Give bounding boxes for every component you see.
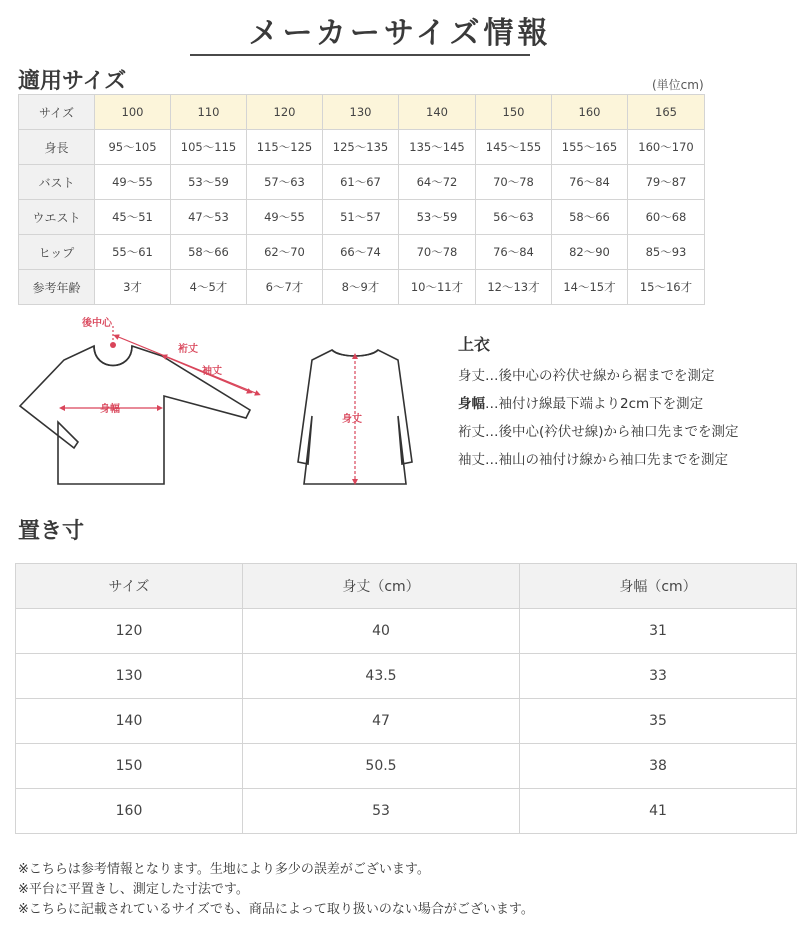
- table-cell: 85〜93: [628, 235, 705, 270]
- note-line: ※こちらに記載されているサイズでも、商品によって取り扱いのない場合がございます。: [18, 902, 534, 917]
- table-cell: 49〜55: [247, 200, 323, 235]
- desc-item-sleeve: [458, 448, 728, 468]
- size-header-row: [19, 95, 705, 130]
- table-cell: 33: [520, 654, 797, 699]
- flat-section-heading: 置き寸: [18, 519, 85, 544]
- row-label: バスト: [19, 165, 95, 200]
- size-section-heading: 適用サイズ: [18, 69, 127, 94]
- flat-header-row: [16, 564, 797, 609]
- table-cell: 61〜67: [323, 165, 399, 200]
- table-cell: 76〜84: [552, 165, 628, 200]
- label-length: 身丈: [342, 414, 362, 425]
- table-cell: 79〜87: [628, 165, 705, 200]
- table-cell: 60〜68: [628, 200, 705, 235]
- label-width: 身幅: [100, 404, 120, 415]
- row-label: ヒップ: [19, 235, 95, 270]
- label-yuki: 裄丈: [178, 344, 198, 355]
- table-cell: 76〜84: [476, 235, 552, 270]
- table-cell: 165: [628, 95, 705, 130]
- table-row: [19, 130, 705, 165]
- table-row: [19, 200, 705, 235]
- desc-text: …後中心(衿伏せ線)から袖口先までを測定: [485, 424, 739, 440]
- table-cell: 130: [16, 654, 243, 699]
- desc-term: 袖丈: [458, 452, 485, 468]
- title-underline: [190, 54, 530, 56]
- table-cell: 40: [243, 609, 520, 654]
- table-cell: 115〜125: [247, 130, 323, 165]
- table-cell: 125〜135: [323, 130, 399, 165]
- row-label: 身長: [19, 130, 95, 165]
- table-cell: 130: [323, 95, 399, 130]
- table-cell: 82〜90: [552, 235, 628, 270]
- table-cell: 120: [16, 609, 243, 654]
- table-cell: 53〜59: [399, 200, 476, 235]
- table-cell: 150: [16, 744, 243, 789]
- table-row: [16, 744, 797, 789]
- table-cell: 49〜55: [95, 165, 171, 200]
- table-cell: 53: [243, 789, 520, 834]
- table-row: [19, 235, 705, 270]
- table-cell: 55〜61: [95, 235, 171, 270]
- row-label: 参考年齢: [19, 270, 95, 305]
- size-table: [18, 94, 705, 305]
- table-row: [19, 270, 705, 305]
- table-cell: 160: [16, 789, 243, 834]
- table-cell: 50.5: [243, 744, 520, 789]
- table-row: [19, 165, 705, 200]
- table-cell: 120: [247, 95, 323, 130]
- page-title: メーカーサイズ情報: [248, 16, 552, 51]
- flat-measure-table: [15, 563, 797, 834]
- table-cell: 35: [520, 699, 797, 744]
- table-cell: 145〜155: [476, 130, 552, 165]
- table-row: [16, 789, 797, 834]
- table-cell: 51〜57: [323, 200, 399, 235]
- table-cell: 41: [520, 789, 797, 834]
- row-label: サイズ: [19, 95, 95, 130]
- table-cell: 12〜13才: [476, 270, 552, 305]
- table-cell: 155〜165: [552, 130, 628, 165]
- table-cell: 58〜66: [552, 200, 628, 235]
- column-header: 身丈（cm）: [243, 564, 520, 609]
- table-cell: 95〜105: [95, 130, 171, 165]
- desc-text: …袖山の袖付け線から袖口先までを測定: [485, 452, 728, 468]
- table-cell: 47: [243, 699, 520, 744]
- table-cell: 135〜145: [399, 130, 476, 165]
- table-cell: 140: [16, 699, 243, 744]
- table-cell: 100: [95, 95, 171, 130]
- table-cell: 10〜11才: [399, 270, 476, 305]
- label-back-center: 後中心: [82, 318, 112, 329]
- table-cell: 105〜115: [171, 130, 247, 165]
- column-header: 身幅（cm）: [520, 564, 797, 609]
- note-line: ※こちらは参考情報となります。生地により多少の誤差がございます。: [18, 862, 430, 877]
- table-cell: 47〜53: [171, 200, 247, 235]
- table-cell: 66〜74: [323, 235, 399, 270]
- table-cell: 110: [171, 95, 247, 130]
- table-cell: 53〜59: [171, 165, 247, 200]
- table-cell: 62〜70: [247, 235, 323, 270]
- table-cell: 43.5: [243, 654, 520, 699]
- table-cell: 57〜63: [247, 165, 323, 200]
- table-cell: 140: [399, 95, 476, 130]
- desc-term: 身幅: [458, 396, 485, 412]
- garment-desc-heading: 上衣: [458, 335, 491, 354]
- table-cell: 15〜16才: [628, 270, 705, 305]
- table-cell: 56〜63: [476, 200, 552, 235]
- unit-note: (単位cm): [652, 78, 704, 92]
- table-cell: 160〜170: [628, 130, 705, 165]
- table-row: [16, 654, 797, 699]
- table-cell: 38: [520, 744, 797, 789]
- garment-diagram: [14, 312, 434, 502]
- table-cell: 3才: [95, 270, 171, 305]
- desc-item-length: [458, 364, 715, 384]
- desc-item-width: [458, 392, 703, 412]
- desc-text: …後中心の衿伏せ線から裾までを測定: [485, 368, 715, 384]
- table-cell: 31: [520, 609, 797, 654]
- label-sleeve: 袖丈: [202, 366, 222, 377]
- table-cell: 150: [476, 95, 552, 130]
- table-cell: 70〜78: [399, 235, 476, 270]
- desc-term: 身丈: [458, 368, 485, 384]
- table-row: [16, 699, 797, 744]
- table-row: [16, 609, 797, 654]
- table-cell: 4〜5才: [171, 270, 247, 305]
- table-cell: 160: [552, 95, 628, 130]
- desc-item-yuki: [458, 420, 739, 440]
- table-cell: 6〜7才: [247, 270, 323, 305]
- column-header: サイズ: [16, 564, 243, 609]
- table-cell: 64〜72: [399, 165, 476, 200]
- table-cell: 14〜15才: [552, 270, 628, 305]
- desc-term: 裄丈: [458, 424, 485, 440]
- table-cell: 45〜51: [95, 200, 171, 235]
- table-cell: 8〜9才: [323, 270, 399, 305]
- table-cell: 58〜66: [171, 235, 247, 270]
- desc-text: …袖付け線最下端より2cm下を測定: [485, 396, 704, 412]
- note-line: ※平台に平置きし、測定した寸法です。: [18, 882, 249, 897]
- back-center-point: [110, 342, 116, 348]
- row-label: ウエスト: [19, 200, 95, 235]
- table-cell: 70〜78: [476, 165, 552, 200]
